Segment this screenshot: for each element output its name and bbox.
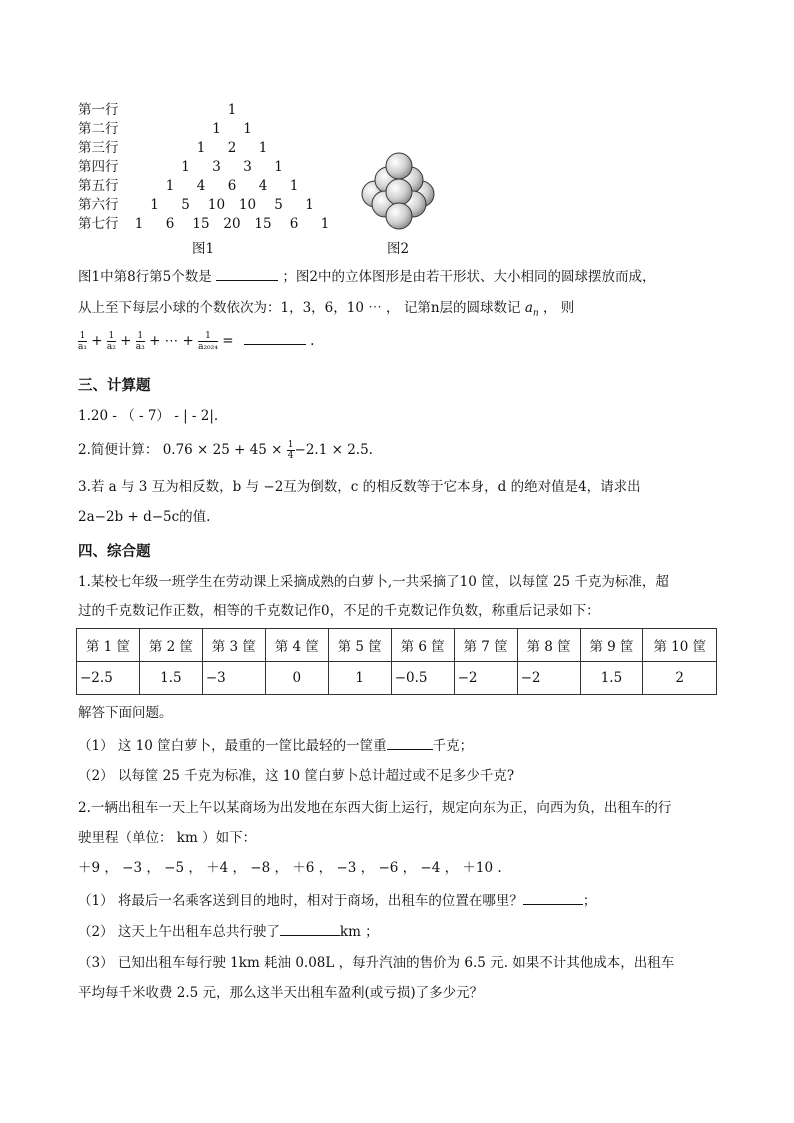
triangle-number: 1: [212, 121, 221, 137]
triangle-number: 10: [207, 197, 226, 213]
table-cell: −2: [454, 662, 517, 695]
table-cell: −2: [517, 662, 580, 695]
triangle-number: 10: [238, 197, 257, 213]
triangle-number: 3: [212, 159, 221, 175]
table-header-cell: 第 7 筐: [454, 629, 517, 662]
problem1-q2: （2） 以每筐 25 千克为标准，这 10 筐白萝卜总计超过或不足多少千克?: [78, 768, 515, 784]
table-header-cell: 第 1 筐: [77, 629, 140, 662]
triangle-number: 1: [150, 197, 159, 213]
table-cell: 1.5: [139, 662, 202, 695]
table-cell: −2.5: [77, 662, 140, 695]
triangle-number: 1: [243, 121, 252, 137]
triangle-number: 1: [274, 159, 283, 175]
triangle-row-label: 第二行: [78, 121, 119, 137]
triangle-row-label: 第三行: [78, 140, 119, 156]
section4-heading: 四、综合题: [78, 544, 151, 560]
triangle-number: 5: [181, 197, 190, 213]
sphere-stack-figure: [355, 152, 445, 237]
section3-heading: 三、计算题: [78, 378, 151, 394]
answer-blank[interactable]: [216, 266, 278, 281]
basket-weight-table: [76, 628, 717, 695]
calc-q3-line2: 2a−2b + d−5c的值.: [78, 509, 211, 525]
problem2-line2: 驶里程（单位： km ）如下：: [78, 830, 257, 846]
triangle-number: 20: [223, 216, 241, 232]
triangle-number: 4: [196, 178, 206, 194]
table-header-cell: 第 2 筐: [139, 629, 202, 662]
figure2-caption: 图2: [387, 241, 410, 257]
answer-blank[interactable]: [280, 921, 340, 936]
table-cell: 1: [328, 662, 391, 695]
triangle-number: 1: [196, 140, 206, 156]
triangle-number: 1: [305, 197, 314, 213]
problem1-line2: 过的千克数记作正数，相等的千克数记作0，不足的千克数记作负数，称重后记录如下：: [78, 603, 600, 619]
calc-q2: 2.简便计算： 0.76 × 25 + 45 × $\frac{1}{4}$ −2.1 × 2.5.: [78, 440, 373, 461]
table-cell: 2: [643, 662, 717, 695]
fill-problem-sum: $\frac{1}{\text{a₁}}$ + $\frac{1}{\text{a₂}}$ + $\frac{1}{\text{a₃}}$ + ⋯ + $\frac{1}{\text{a₂₀₂₄}}$ = .: [78, 331, 315, 352]
problem1-line1: 1.某校七年级一班学生在劳动课上采摘成熟的白萝卜,一共采摘了10 筐，以每筐 25 千克为标准，超: [78, 574, 669, 590]
triangle-row-label: 第七行: [78, 216, 119, 232]
problem2-q2: （2） 这天上午出租车总共行驶了 km ；: [78, 921, 728, 942]
table-header-cell: 第 3 筐: [202, 629, 265, 662]
triangle-number: 1: [134, 216, 144, 232]
triangle-number: 1: [289, 178, 299, 194]
triangle-row-label: 第五行: [78, 178, 119, 194]
table-header-row: [77, 629, 717, 662]
problem2-q3-line2: 平均每千米收费 2.5 元，那么这半天出租车盈利(或亏损)了多少元？: [78, 985, 484, 1001]
table-header-cell: 第 9 筐: [580, 629, 643, 662]
triangle-number: 3: [243, 159, 252, 175]
problem1-instruction: 解答下面问题。: [78, 705, 173, 721]
problem2-data: ＋9 ， −3 ， −5 ， ＋4 ， −8 ， ＋6 ， −3 ， −6 ， −4 ， ＋10 .: [78, 860, 502, 876]
table-header-cell: 第 10 筐: [643, 629, 717, 662]
problem2-q3-line1: （3） 已知出租车每行驶 1km 耗油 0.08L ，每升汽油的售价为 6.5 元. 如果不计其他成本，出租车: [78, 955, 675, 971]
answer-blank[interactable]: [244, 330, 306, 345]
triangle-number: 4: [258, 178, 268, 194]
triangle-row-label: 第六行: [78, 197, 119, 213]
table-header-cell: 第 6 筐: [391, 629, 454, 662]
triangle-number: 6: [289, 216, 299, 232]
problem2-q1: （1） 将最后一名乘客送到目的地时，相对于商场，出租车的位置在哪里？ ；: [78, 890, 728, 911]
triangle-number: 15: [254, 216, 272, 232]
triangle-number: 1: [258, 140, 268, 156]
table-row: [77, 662, 717, 695]
triangle-number: 5: [274, 197, 283, 213]
table-header-cell: 第 4 筐: [265, 629, 328, 662]
problem1-q1: （1） 这 10 筐白萝卜，最重的一筐比最轻的一筐重 千克；: [78, 735, 728, 756]
table-cell: 0: [265, 662, 328, 695]
triangle-number: 6: [227, 178, 237, 194]
table-cell: −3: [202, 662, 265, 695]
table-cell: 1.5: [580, 662, 643, 695]
answer-blank[interactable]: [387, 735, 433, 750]
triangle-number: 1: [227, 102, 237, 118]
answer-blank[interactable]: [523, 890, 583, 905]
table-cell: −0.5: [391, 662, 454, 695]
triangle-number: 6: [165, 216, 175, 232]
triangle-number: 1: [165, 178, 175, 194]
calc-q3-line1: 3.若 a 与 3 互为相反数，b 与 −2互为倒数，c 的相反数等于它本身，d 的绝对值是4，请求出: [78, 479, 641, 495]
problem2-line1: 2.一辆出租车一天上午以某商场为出发地在东西大街上运行，规定向东为正，向西为负，出租车的行: [78, 800, 672, 816]
triangle-row-label: 第四行: [78, 159, 119, 175]
figure1-caption: 图1: [192, 241, 215, 257]
table-header-cell: 第 5 筐: [328, 629, 391, 662]
fill-problem-line2: 从上至下每层小球的个数依次为：1，3，6，10 ⋯ ， 记第n层的圆球数记 $a_n$ ， 则: [78, 300, 575, 319]
calc-q1: 1.20 - （ - 7） - | - 2|.: [78, 408, 219, 424]
triangle-number: 15: [192, 216, 210, 232]
triangle-row-label: 第一行: [78, 102, 119, 118]
triangle-number: 1: [181, 159, 190, 175]
fill-problem-line1: 图1中第8行第5个数是 ；图2中的立体图形是由若干形状、大小相同的圆球摆放而成，: [78, 266, 728, 287]
triangle-number: 2: [227, 140, 237, 156]
triangle-number: 1: [320, 216, 330, 232]
table-header-cell: 第 8 筐: [517, 629, 580, 662]
